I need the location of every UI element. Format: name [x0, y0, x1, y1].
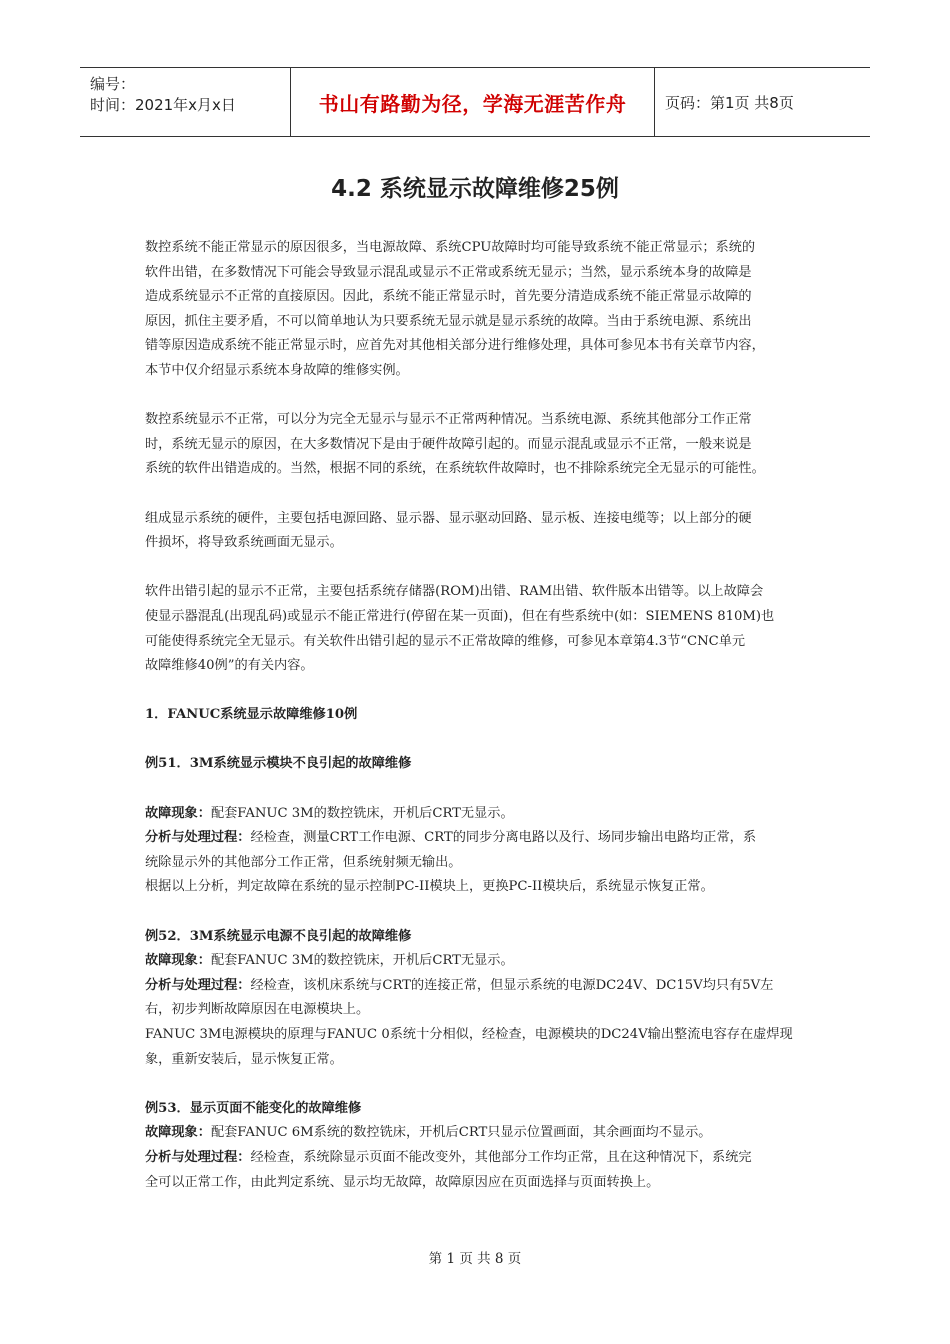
- phenomenon-label: 故障现象：: [145, 1125, 211, 1141]
- paragraph-line: 本节中仅介绍显示系统本身故障的维修实例。: [145, 362, 409, 378]
- analysis-text: 经检查，系统除显示页面不能改变外，其他部分工作均正常，且在这种情况下，系统完: [250, 1149, 752, 1165]
- case-heading-53: 例53．显示页面不能变化的故障维修: [145, 1100, 362, 1116]
- case-53-phenomenon: [145, 1121, 813, 1146]
- paragraph-line: 错等原因造成系统不能正常显示时，应首先对其他相关部分进行维修处理，具体可参见本书有关章节内容，: [145, 338, 765, 354]
- page-footer: 第 1 页 共 8 页: [428, 1251, 522, 1267]
- document-number-label: 编号：: [90, 75, 136, 93]
- document-title: 4.2 系统显示故障维修25例: [331, 176, 619, 202]
- header-motto: 书山有路勤为径，学海无涯苦作舟: [290, 68, 655, 136]
- paragraph-line: 可能使得系统完全无显示。有关软件出错引起的显示不正常故障的维修，可参见本章第4.3节“CNC单元: [145, 633, 746, 649]
- paragraph-line: 造成系统显示不正常的直接原因。因此，系统不能正常显示时，首先要分清造成系统不能正常显示故障的: [145, 289, 752, 305]
- paragraph-line: 软件出错引起的显示不正常，主要包括系统存储器(ROM)出错、RAM出错、软件版本出错等。以上故障会: [145, 584, 764, 600]
- case-heading-51: 例51．3M系统显示模块不良引起的故障维修: [145, 756, 412, 772]
- document-body: [145, 236, 813, 1195]
- header-meta: [80, 68, 290, 136]
- case-52-analysis: [145, 974, 813, 999]
- phenomenon-label: 故障现象：: [145, 805, 211, 821]
- analysis-label: 分析与处理过程：: [145, 830, 251, 846]
- paragraph-line: FANUC 3M电源模块的原理与FANUC 0系统十分相似，经检查，电源模块的DC24V输出整流电容存在虚焊现: [145, 1027, 793, 1042]
- paragraph-line: 根据以上分析，判定故障在系统的显示控制PC-II模块上，更换PC-II模块后，系统显示恢复正常。: [145, 879, 714, 895]
- header-page-info: 页码：第1页 共8页: [665, 93, 794, 112]
- paragraph-line: 软件出错，在多数情况下可能会导致显示混乱或显示不正常或系统无显示；当然，显示系统本身的故障是: [145, 264, 752, 280]
- phenomenon-text: 配套FANUC 3M的数控铣床，开机后CRT无显示。: [210, 805, 514, 821]
- analysis-text: 经检查，该机床系统与CRT的连接正常，但显示系统的电源DC24V、DC15V均只有5V左: [250, 977, 774, 993]
- paragraph-line: 系统的软件出错造成的。当然，根据不同的系统，在系统软件故障时，也不排除系统完全无显示的可能性。: [145, 461, 765, 477]
- phenomenon-text: 配套FANUC 3M的数控铣床，开机后CRT无显示。: [210, 953, 514, 969]
- paragraph-line: 全可以正常工作，由此判定系统、显示均无故障，故障原因应在页面选择与页面转换上。: [145, 1174, 660, 1190]
- paragraph-line: 象，重新安装后，显示恢复正常。: [145, 1051, 343, 1067]
- analysis-label: 分析与处理过程：: [145, 977, 251, 993]
- section-heading: 1．FANUC系统显示故障维修10例: [145, 707, 358, 723]
- paragraph-line: 原因，抓住主要矛盾，不可以简单地认为只要系统无显示就是显示系统的故障。当由于系统电源、系统出: [145, 313, 752, 329]
- analysis-text: 经检查，测量CRT工作电源、CRT的同步分离电路以及行、场同步输出电路均正常，系: [250, 830, 757, 846]
- paragraph-line: 数控系统显示不正常，可以分为完全无显示与显示不正常两种情况。当系统电源、系统其他部分工作正常: [145, 412, 752, 428]
- phenomenon-text: 配套FANUC 6M系统的数控铣床，开机后CRT只显示位置画面，其余画面均不显示。: [210, 1125, 712, 1141]
- analysis-label: 分析与处理过程：: [145, 1149, 251, 1165]
- case-52-phenomenon: [145, 949, 813, 974]
- paragraph-line: 统除显示外的其他部分工作正常，但系统射频无输出。: [145, 854, 462, 870]
- paragraph-line: 时，系统无显示的原因，在大多数情况下是由于硬件故障引起的。而显示混乱或显示不正常，一般来说是: [145, 436, 752, 452]
- paragraph-line: 数控系统不能正常显示的原因很多，当电源故障、系统CPU故障时均可能导致系统不能正常显示；系统的: [145, 240, 756, 255]
- paragraph-line: 件损坏，将导致系统画面无显示。: [145, 535, 343, 551]
- case-51-phenomenon: [145, 802, 813, 827]
- phenomenon-label: 故障现象：: [145, 953, 211, 969]
- page-header: [80, 67, 870, 137]
- case-heading-52: 例52．3M系统显示电源不良引起的故障维修: [145, 928, 412, 944]
- paragraph-line: 故障维修40例”的有关内容。: [145, 658, 314, 674]
- paragraph-line: 组成显示系统的硬件，主要包括电源回路、显示器、显示驱动回路、显示板、连接电缆等；以上部分的硬: [145, 510, 752, 526]
- case-53-analysis: [145, 1146, 813, 1171]
- case-51-analysis: [145, 826, 813, 851]
- document-date: 时间：2021年x月x日: [90, 96, 236, 114]
- paragraph-line: 使显示器混乱(出现乱码)或显示不能正常进行(停留在某一页面)，但在有些系统中(如：SIEMENS 810M)也: [145, 608, 775, 624]
- paragraph-line: 右，初步判断故障原因在电源模块上。: [145, 1002, 370, 1018]
